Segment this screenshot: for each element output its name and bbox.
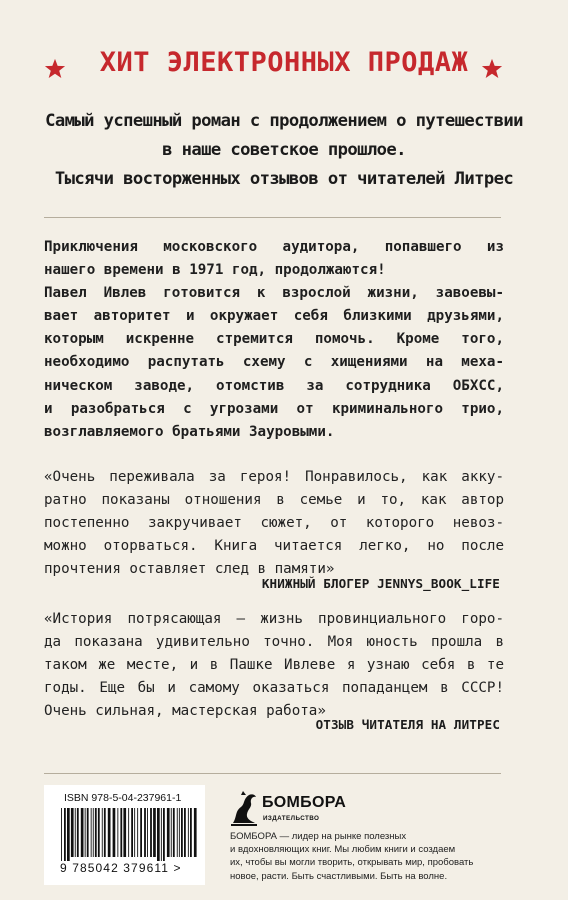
isbn-label: ISBN 978-5-04-237961-1 bbox=[64, 792, 182, 804]
barcode-bars bbox=[59, 808, 199, 861]
divider bbox=[44, 217, 501, 218]
star-icon bbox=[481, 58, 503, 80]
summary-line: Приключения московского аудитора, попавшего из bbox=[44, 239, 504, 255]
barcode-bar bbox=[147, 808, 148, 857]
review-quote bbox=[44, 608, 504, 723]
barcode-bar bbox=[120, 808, 122, 857]
barcode-bar bbox=[181, 808, 183, 857]
barcode-bar bbox=[102, 808, 103, 857]
book-summary bbox=[44, 236, 504, 444]
barcode-bar bbox=[81, 808, 84, 857]
tagline bbox=[20, 107, 548, 194]
barcode-bar bbox=[128, 808, 129, 857]
barcode-bar bbox=[137, 808, 138, 857]
barcode-bar bbox=[173, 808, 175, 857]
barcode-bar bbox=[188, 808, 189, 857]
review-line: «Очень переживала за героя! Понравилось, как акку- bbox=[44, 469, 504, 485]
barcode-bar bbox=[108, 808, 111, 857]
barcode-bar bbox=[157, 808, 160, 861]
barcode-bar bbox=[140, 808, 142, 857]
barcode-bar bbox=[153, 808, 156, 857]
barcode-bar bbox=[93, 808, 94, 857]
publisher-name: БОМБОРА bbox=[262, 794, 347, 811]
review-attribution: КНИЖНЫЙ БЛОГЕР JENNYS_BOOK_LIFE bbox=[261, 576, 500, 591]
barcode-bar bbox=[161, 808, 162, 861]
barcode-bar bbox=[194, 808, 197, 857]
summary-line: возглавляемого братьями Зауровыми. bbox=[44, 423, 335, 440]
tagline-line: в наше советское прошлое. bbox=[162, 140, 406, 160]
review-line: прочтения оставляет след в памяти» bbox=[44, 561, 335, 578]
bestseller-banner: ХИТ ЭЛЕКТРОННЫХ ПРОДАЖ bbox=[99, 47, 469, 78]
barcode-bar bbox=[104, 808, 106, 857]
barcode-bar bbox=[71, 808, 74, 857]
review-line: ратно показаны отношения в семье и то, как автор bbox=[44, 492, 504, 509]
barcode-bar bbox=[150, 808, 152, 857]
review-line: «История потрясающая — жизнь провинциального горо- bbox=[44, 611, 504, 627]
barcode-bar bbox=[171, 808, 172, 857]
publisher-line: БОМБОРА — лидер на рынке полезных bbox=[230, 831, 407, 842]
barcode-bar bbox=[95, 808, 97, 857]
barcode-bar bbox=[184, 808, 186, 857]
barcode-bar bbox=[179, 808, 180, 857]
review-line: постепенно закручивает сюжет, от которого невоз- bbox=[44, 515, 504, 532]
bombora-wave-logo-icon bbox=[229, 789, 259, 827]
summary-line: вает авторитет и окружает себя близкими друзьями, bbox=[44, 308, 504, 325]
publisher-line: новое, расти. Быть счастливыми. Быть на волне. bbox=[230, 870, 448, 882]
barcode-bar bbox=[131, 808, 133, 857]
barcode-bar bbox=[87, 808, 89, 857]
tagline-line: Самый успешный роман с продолжением о путешествии bbox=[45, 111, 523, 131]
summary-line: необходимо распутать схему с хищениями на меха- bbox=[44, 354, 504, 371]
summary-line: и разобраться с угрозами от криминального трио, bbox=[44, 400, 504, 417]
barcode-bar bbox=[190, 808, 192, 857]
barcode-bar bbox=[67, 808, 70, 861]
publisher-description bbox=[230, 830, 480, 883]
barcode-bar bbox=[167, 808, 170, 857]
barcode-bar bbox=[144, 808, 146, 857]
review-line: таком же месте, и в Пашке Ивлеве я узнаю себя в те bbox=[44, 657, 504, 674]
summary-line: Павел Ивлев готовится к взрослой жизни, завоевы- bbox=[44, 285, 504, 302]
barcode-bar bbox=[98, 808, 100, 857]
barcode-bar bbox=[77, 808, 79, 857]
publisher-subtitle: ИЗДАТЕЛЬСТВО bbox=[263, 815, 320, 822]
publisher-line: их, чтобы вы могли творить, открывать мир, пробовать bbox=[230, 857, 474, 869]
barcode-bar bbox=[177, 808, 178, 857]
barcode-bar bbox=[113, 808, 116, 857]
barcode-bar bbox=[163, 808, 165, 861]
review-line: можно оторваться. Книга читается легко, но после bbox=[44, 538, 504, 555]
barcode-bar bbox=[64, 808, 66, 861]
barcode-bar bbox=[123, 808, 126, 857]
review-quote bbox=[44, 466, 504, 581]
review-line: годы. Еще бы и самому оказаться попаданцем в СССР! bbox=[44, 680, 504, 697]
barcode-bar bbox=[117, 808, 118, 857]
barcode-bar bbox=[91, 808, 92, 857]
tagline-line: Тысячи восторженных отзывов от читателей Литрес bbox=[54, 169, 514, 189]
barcode-bar bbox=[75, 808, 76, 857]
summary-line: ническом заводе, отомстив за сотрудника ОБХСС, bbox=[44, 377, 504, 394]
barcode-digits: 9 785042 379611 > bbox=[60, 861, 182, 875]
divider bbox=[44, 773, 501, 774]
summary-line: которым искренне стремится помочь. Кроме того, bbox=[44, 331, 504, 348]
review-attribution: ОТЗЫВ ЧИТАТЕЛЯ НА ЛИТРЕС bbox=[315, 717, 500, 732]
barcode-bar bbox=[85, 808, 86, 857]
publisher-line: и вдохновляющих книг. Мы любим книги и создаем bbox=[230, 844, 456, 856]
barcode-bar bbox=[134, 808, 135, 857]
barcode-bar bbox=[61, 808, 62, 861]
review-line: да показана удивительно точно. Моя юность прошла в bbox=[44, 634, 504, 651]
summary-line: нашего времени в 1971 год, продолжаются! bbox=[44, 262, 386, 279]
review-line: Очень сильная, мастерская работа» bbox=[44, 703, 326, 720]
